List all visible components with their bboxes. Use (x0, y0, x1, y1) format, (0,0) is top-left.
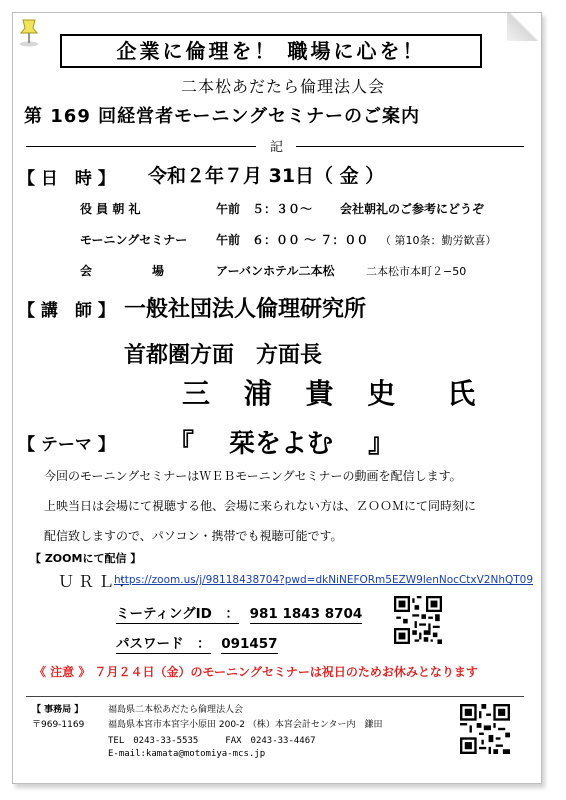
footer-postal-code: 〒969-1169 (32, 720, 85, 730)
footer-office-label: 【 事務局 】 (32, 705, 84, 715)
headline: 企業に倫理を！ 職場に心を！ (116, 39, 426, 63)
password-value: 091457 (221, 636, 278, 652)
body-line-2: 上映当日は会場にて視聴する他、会場に来られない方は、ＺＯＯＭにて同時刻に (44, 499, 477, 513)
theme-value: 『 栞をよむ 』 (168, 429, 395, 459)
organization-name: 二本松あだたら倫理法人会 (180, 77, 385, 96)
schedule-venue-address: 二本松市本町２−50 (366, 265, 467, 278)
footer-email: E-mail:kamata@motomiya-mcs.jp (108, 749, 266, 759)
notice-text: 《 注意 》 ７月２４日（金）のモーニングセミナーは祝日のためお休みとなります (34, 665, 478, 679)
theme-label: 【 テーマ 】 (18, 435, 115, 455)
divider-left (26, 146, 256, 147)
schedule-time-seminar: 午前 ６：００ ～ ７：００ (216, 233, 369, 247)
pushpin-icon (14, 14, 44, 48)
footer-office-name: 福島県二本松あだたら倫理法人会 (108, 705, 244, 715)
meeting-id-label: ミーティングID ： (116, 606, 239, 622)
password-row (116, 632, 278, 652)
seminar-title: 第 169 回経営者モーニングセミナーのご案内 (24, 106, 421, 127)
lecturer-label: 【 講 師 】 (18, 301, 115, 321)
footer-address: 福島県本宮市本宮字小原田 200-2 （株）本宮会計センター内 鎌田 (108, 720, 383, 730)
zoom-qr-code-icon (394, 596, 442, 644)
schedule-note-seminar: （ 第10条：勤労歓喜） (380, 234, 497, 247)
footer-qr-code-icon (460, 704, 510, 754)
schedule-venue-name: アーバンホテル二本松 (216, 264, 335, 278)
schedule-note-officers: 会社朝礼のご参考にどうぞ (340, 202, 485, 216)
schedule-label-venue: 会 場 (80, 264, 165, 278)
lecturer-organization: 一般社団法人倫理研究所 (124, 297, 367, 322)
ki-label: 記 (270, 140, 284, 155)
datetime-value: 令和２年７月 31日（ 金 ） (148, 165, 385, 187)
schedule-label-seminar: モーニングセミナー (80, 233, 188, 247)
lecturer-position: 首都圏方面 方面長 (124, 343, 323, 368)
divider-right (296, 146, 524, 147)
page-curl (507, 13, 541, 41)
body-line-1: 今回のモーニングセミナーはＷＥＢモーニングセミナーの動画を配信します。 (44, 469, 462, 483)
url-label: ＵＲＬ： (58, 572, 139, 591)
zoom-url-link[interactable]: https://zoom.us/j/98118438704?pwd=dkNiNEFORm5EZW9lenNocCtxV2NhQT09 (114, 574, 534, 586)
meeting-id-value: 981 1843 8704 (249, 606, 363, 622)
schedule-time-officers: 午前 ５：３０～ (216, 202, 313, 216)
body-line-3: 配信致しますので、パソコン・携帯でも視聴可能です。 (44, 529, 343, 543)
footer-phone-fax: TEL 0243-33-5535 FAX 0243-33-4467 (108, 736, 316, 746)
lecturer-name: 三 浦 貴 史 氏 (182, 377, 488, 410)
datetime-label: 【 日 時 】 (18, 169, 115, 189)
schedule-label-officers: 役 員 朝 礼 (80, 202, 141, 216)
meeting-id-row (116, 602, 362, 622)
headline-box (60, 34, 482, 68)
zoom-heading: 【 ZOOMにて配信 】 (30, 552, 142, 565)
password-label: パスワード ： (116, 636, 211, 652)
